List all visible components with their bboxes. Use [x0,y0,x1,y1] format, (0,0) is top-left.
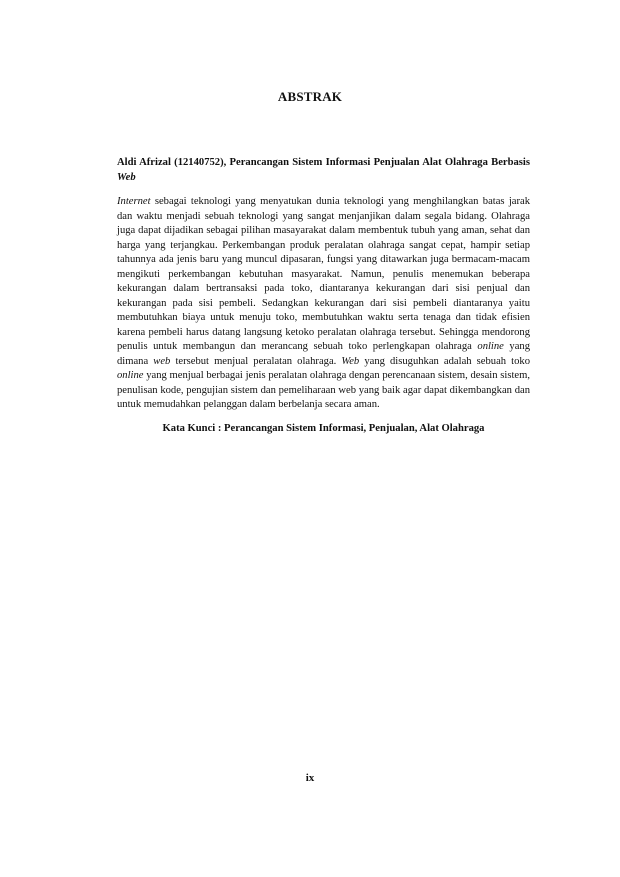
abstract-paragraph [117,195,530,413]
keywords-line: Kata Kunci : Perancangan Sistem Informasi, Penjualan, Alat Olahraga [162,422,485,434]
abstract-text-4: web [153,355,171,367]
heading-emphasis: Web [117,171,136,183]
page-number: ix [305,772,315,784]
author-title-heading [117,156,530,185]
abstract-text-0: Internet [117,196,151,207]
abstract-text-6: Web [341,355,360,367]
abstract-content [117,156,530,447]
heading-text: Aldi Afrizal (12140752), Perancangan Sistem Informasi Penjualan Alat Olahraga Berbasis [117,157,530,168]
abstract-text-7: yang disuguhkan adalah sebuah toko [359,355,530,367]
abstract-text-8: online [117,370,144,381]
abstract-text-3: yang dimana [117,341,530,367]
abstract-text-9: yang menjual berbagai jenis peralatan olahraga dengan perencanaan sistem, desain sistem, penulisan kode, pengujian sistem dan pemeliharaan web yang baik agar dapat dikembangkan dan untuk memudahkan pelanggan dalam berbelanja secara aman. [117,370,530,410]
abstract-text-1: sebagai teknologi yang menyatukan dunia teknologi yang menghilangkan batas jarak dan waktu menjadi sebuah teknologi yang sangat menjanjikan dalam segala bidang. Olahraga juga dapat dijadikan sebagai pilihan masayarakat dalam membentuk tubuh yang aman, sehat dan harga yang terjangkau. Perkembangan produk peralatan olahraga sangat cepat, hampir setiap tahunnya ada jenis baru yang muncul dipasaran, fungsi yang ditawarkan juga bermacam-macam mengikuti perkembangan kebutuhan masyarakat. Namun, penulis menemukan beberapa kekurangan dalam bertransaksi pada toko, diantaranya kekurangan dari sisi penjual dan kekurangan pada sisi pembeli. Sedangkan kekurangan dari sisi pembeli diantaranya yaitu membutuhkan biaya untuk menuju toko, membutuhkan waktu serta tenaga dan tidak efisien karena pembeli harus datang langsung ketoko peralatan olahraga tersebut. Sehingga mendorong penulis untuk membangun dan merancang sebuah toko perlengkapan olahraga [117,196,530,352]
page-title: ABSTRAK [277,89,343,104]
abstract-text-5: tersebut menjual peralatan olahraga. [170,355,342,367]
abstract-text-2: online [477,341,504,352]
